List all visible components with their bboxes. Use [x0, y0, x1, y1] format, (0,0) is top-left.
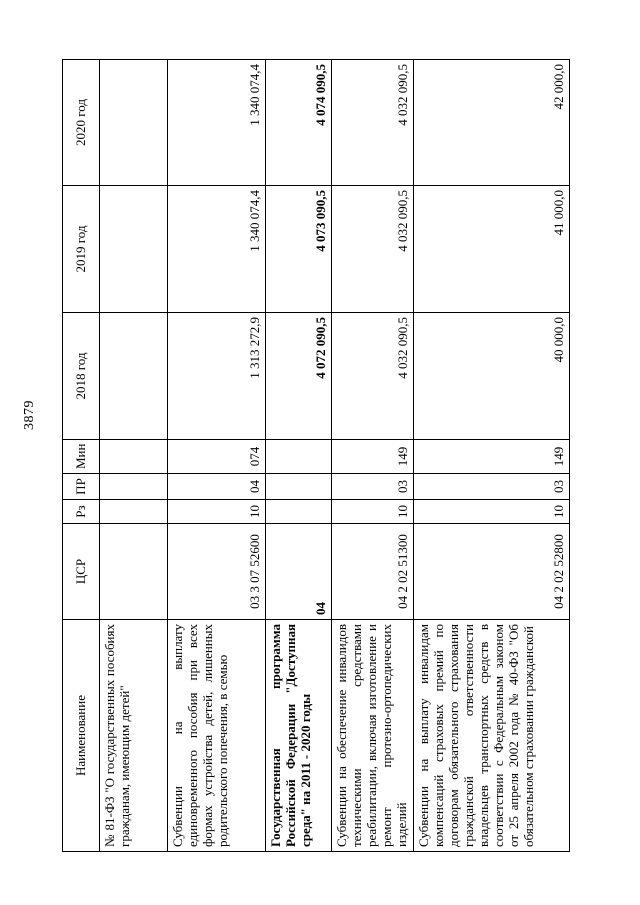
row-csr: 04 2 02 52800 [414, 524, 570, 620]
row-value-2020 [100, 60, 168, 186]
row-pr: 04 [168, 474, 266, 500]
row-pr [266, 474, 332, 500]
row-pr: 03 [414, 474, 570, 500]
row-value-2019 [100, 186, 168, 313]
table-row [168, 60, 266, 852]
column-header-rz: Рз [63, 500, 100, 524]
column-header-min: Мин [63, 440, 100, 474]
row-rz [100, 500, 168, 524]
row-csr [100, 524, 168, 620]
table-row [332, 60, 414, 852]
row-value-2019: 4 073 090,5 [266, 186, 332, 313]
column-header-pr: ПР [63, 474, 100, 500]
table-row [100, 60, 168, 852]
row-name: Субвенции на выплату единовременного пособия при всех формах устройства детей, лишенных родительского попечения, в семью [168, 620, 266, 852]
row-value-2018: 1 313 272,9 [168, 313, 266, 440]
row-value-2020: 4 032 090,5 [332, 60, 414, 186]
row-min [266, 440, 332, 474]
row-value-2018: 4 072 090,5 [266, 313, 332, 440]
row-name: Государственная программа Российской Федерации "Доступная среда" на 2011 - 2020 годы [266, 620, 332, 852]
row-name: Субвенции на обеспечение инвалидов техническими средствами реабилитации, включая изготовление и ремонт протезно-ортопедических изделий [332, 620, 414, 852]
row-value-2019: 1 340 074,4 [168, 186, 266, 313]
row-min [100, 440, 168, 474]
row-min: 074 [168, 440, 266, 474]
budget-table [62, 59, 570, 852]
row-value-2019: 41 000,0 [414, 186, 570, 313]
row-csr: 03 3 07 52600 [168, 524, 266, 620]
budget-table-container [62, 60, 585, 852]
row-value-2019: 4 032 090,5 [332, 186, 414, 313]
row-csr: 04 [266, 524, 332, 620]
column-header-name: Наименование [63, 620, 100, 852]
row-name: Субвенции на выплату инвалидам компенсаций страховых премий по договорам обязательного страхования гражданской ответственности владельцев транспортных средств в соответствии с Федеральным законом от 25 апреля 2002 года № 40-ФЗ "Об обязательном страховании гражданской [414, 620, 570, 852]
row-rz: 10 [332, 500, 414, 524]
table-row-program [266, 60, 332, 852]
column-header-csr: ЦСР [63, 524, 100, 620]
row-value-2020: 4 074 090,5 [266, 60, 332, 186]
row-min: 149 [414, 440, 570, 474]
column-header-2018: 2018 год [63, 313, 100, 440]
row-min: 149 [332, 440, 414, 474]
row-value-2020: 1 340 074,4 [168, 60, 266, 186]
row-value-2018: 4 032 090,5 [332, 313, 414, 440]
column-header-2019: 2019 год [63, 186, 100, 313]
row-pr [100, 474, 168, 500]
row-csr: 04 2 02 51300 [332, 524, 414, 620]
row-pr: 03 [332, 474, 414, 500]
page-number: 3879 [22, 400, 37, 430]
row-value-2020: 42 000,0 [414, 60, 570, 186]
row-rz: 10 [168, 500, 266, 524]
table-row [414, 60, 570, 852]
column-header-2020: 2020 год [63, 60, 100, 186]
row-value-2018 [100, 313, 168, 440]
table-header-row [63, 60, 100, 852]
row-value-2018: 40 000,0 [414, 313, 570, 440]
row-rz: 10 [414, 500, 570, 524]
row-name: № 81-ФЗ "О государственных пособиях гражданам, имеющим детей" [100, 620, 168, 852]
row-rz [266, 500, 332, 524]
